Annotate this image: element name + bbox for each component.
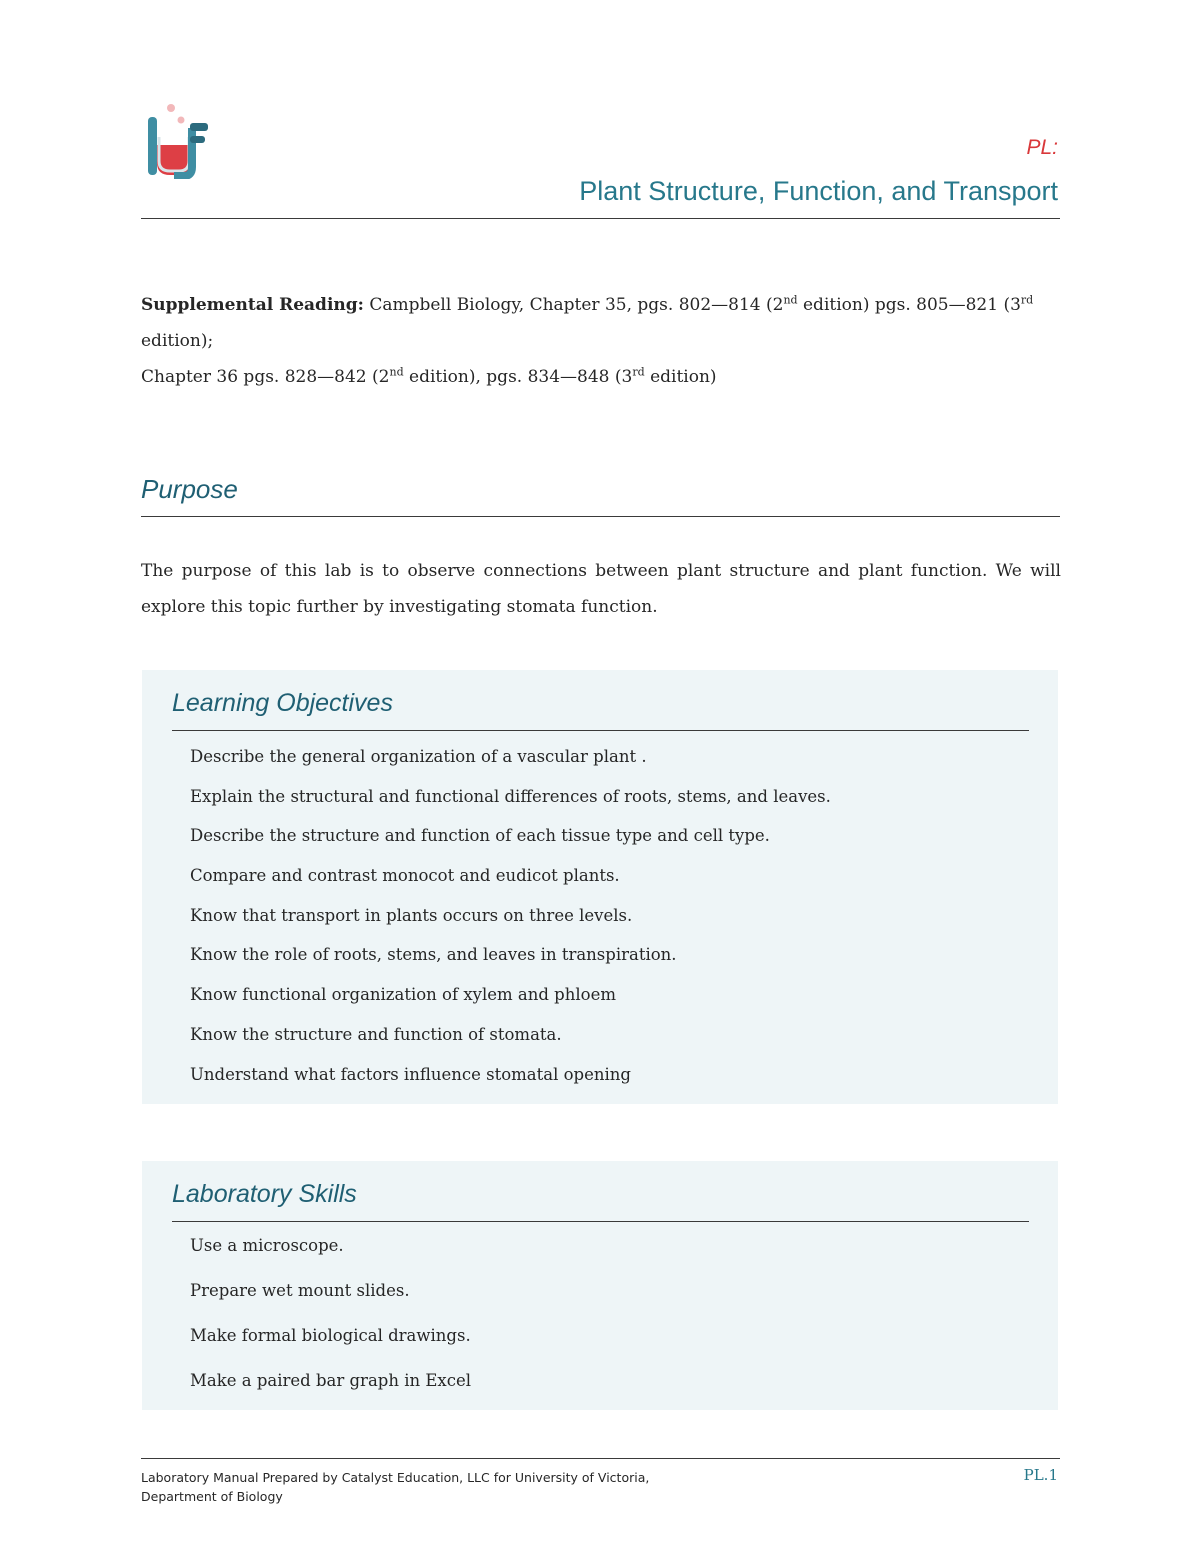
- laboratory-skills-box: [142, 1161, 1058, 1410]
- superscript: nd: [389, 365, 404, 379]
- purpose-divider: [141, 516, 1060, 517]
- footer-line: Department of Biology: [141, 1489, 283, 1504]
- supplemental-text: edition);: [141, 331, 214, 351]
- page-title: Plant Structure, Function, and Transport: [579, 176, 1058, 206]
- lab-code: PL:: [1026, 136, 1058, 159]
- list-item: Make formal biological drawings.: [190, 1326, 471, 1345]
- list-item: Make a paired bar graph in Excel: [190, 1371, 471, 1390]
- supplemental-text: edition), pgs. 834—848 (3: [403, 367, 633, 387]
- superscript: nd: [783, 293, 798, 307]
- list-item: Know the role of roots, stems, and leaves in transpiration.: [190, 945, 677, 965]
- list-item: Use a microscope.: [190, 1236, 344, 1255]
- purpose-paragraph: The purpose of this lab is to observe connections between plant structure and plant function. We will explore this topic further by investigating stomata function.: [141, 561, 1061, 617]
- list-item: Prepare wet mount slides.: [190, 1281, 410, 1300]
- laboratory-skills-list: [190, 1232, 471, 1412]
- list-item: Understand what factors influence stomatal opening: [190, 1064, 631, 1084]
- logo-icon: [144, 103, 210, 179]
- supplemental-reading: [141, 287, 1066, 395]
- header-divider: [141, 218, 1060, 219]
- footer-credit: [141, 1468, 649, 1506]
- supplemental-text: edition): [644, 367, 717, 387]
- laboratory-skills-divider: [172, 1221, 1029, 1222]
- learning-objectives-heading: Learning Objectives: [172, 689, 393, 717]
- footer-line: Laboratory Manual Prepared by Catalyst Education, LLC for University of Victoria,: [141, 1470, 650, 1485]
- purpose-heading: Purpose: [141, 474, 238, 504]
- superscript: rd: [1020, 293, 1034, 307]
- supplemental-label: Supplemental Reading:: [141, 295, 364, 315]
- supplemental-text: edition) pgs. 805—821 (3: [797, 295, 1021, 315]
- list-item: Explain the structural and functional differences of roots, stems, and leaves.: [190, 786, 831, 806]
- list-item: Describe the structure and function of each tissue type and cell type.: [190, 826, 770, 846]
- learning-objectives-list: [190, 743, 831, 1100]
- list-item: Know the structure and function of stomata.: [190, 1024, 562, 1044]
- list-item: Describe the general organization of a vascular plant .: [190, 747, 647, 766]
- supplemental-text: Chapter 36 pgs. 828—842 (2: [141, 367, 390, 387]
- list-item: Compare and contrast monocot and eudicot plants.: [190, 866, 620, 886]
- superscript: rd: [632, 365, 645, 379]
- learning-objectives-divider: [172, 730, 1029, 731]
- footer-divider: [141, 1458, 1060, 1459]
- supplemental-text: Campbell Biology, Chapter 35, pgs. 802—814 (2: [363, 295, 784, 315]
- list-item: Know that transport in plants occurs on three levels.: [190, 905, 633, 925]
- learning-objectives-box: [142, 670, 1058, 1104]
- list-item: Know functional organization of xylem and phloem: [190, 985, 616, 1005]
- page-number: PL.1: [1023, 1466, 1058, 1484]
- laboratory-skills-heading: Laboratory Skills: [172, 1180, 357, 1208]
